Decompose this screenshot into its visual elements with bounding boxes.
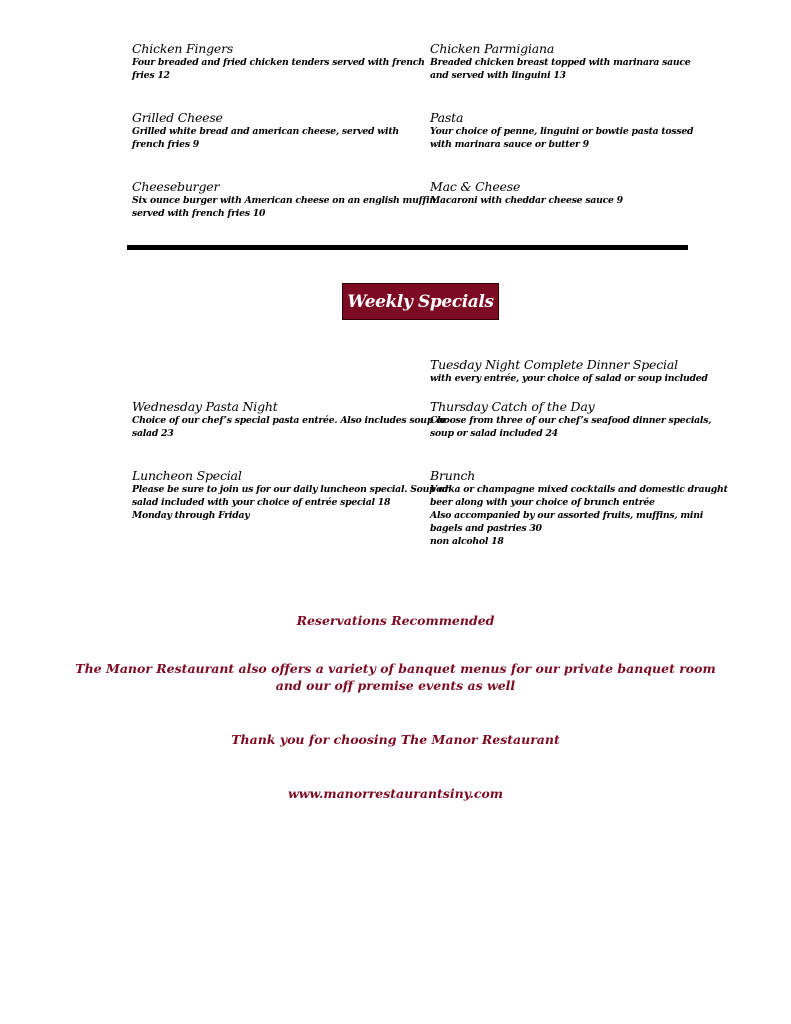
thank-you-note xyxy=(0,731,791,748)
special-name: Thursday Catch of the Day xyxy=(430,399,595,414)
item-description xyxy=(430,194,705,207)
item-description-line: Six ounce burger with American cheese on an english muffin xyxy=(132,195,436,206)
special-description xyxy=(430,414,712,440)
item-name: Mac & Cheese xyxy=(430,179,521,194)
item-name: Cheeseburger xyxy=(132,179,220,194)
item-description-line: french fries 9 xyxy=(132,139,200,150)
thank-you-text: Thank you for choosing The Manor Restaurant xyxy=(231,732,560,747)
special-brunch xyxy=(430,468,728,548)
special-description-line: Please be sure to join us for our daily luncheon special. Soup or xyxy=(132,484,449,495)
reservations-note xyxy=(0,612,791,629)
item-description xyxy=(430,56,705,82)
special-tuesday xyxy=(430,357,730,385)
item-description-line: Macaroni with cheddar cheese sauce 9 xyxy=(430,195,623,206)
special-name: Tuesday Night Complete Dinner Special xyxy=(430,357,678,372)
special-description-line: Vodka or champagne mixed cocktails and domestic draught xyxy=(430,484,728,495)
item-description xyxy=(132,125,407,151)
section-divider xyxy=(127,245,688,250)
item-description xyxy=(132,56,425,82)
special-description xyxy=(132,483,449,522)
special-name: Brunch xyxy=(430,468,476,483)
item-description xyxy=(430,125,705,151)
special-description-line: beer along with your choice of brunch entrée xyxy=(430,497,655,508)
menu-item-chicken-fingers xyxy=(132,41,425,82)
menu-item-pasta xyxy=(430,110,705,151)
special-thursday xyxy=(430,399,712,440)
weekly-specials-banner xyxy=(342,283,499,320)
banquet-line: The Manor Restaurant also offers a variety of banquet menus for our private banquet room xyxy=(75,661,716,676)
special-description-line: Also accompanied by our assorted fruits, muffins, mini xyxy=(430,510,703,521)
item-description-line: Grilled white bread and american cheese, served with xyxy=(132,126,399,137)
special-name: Wednesday Pasta Night xyxy=(132,399,278,414)
banquet-line: and our off premise events as well xyxy=(275,678,516,693)
special-description xyxy=(430,372,730,385)
special-description-line: Monday through Friday xyxy=(132,510,250,521)
item-name: Chicken Parmigiana xyxy=(430,41,555,56)
website-text[interactable]: www.manorrestaurantsiny.com xyxy=(287,786,504,801)
special-description-line: salad included with your choice of entrée special 18 xyxy=(132,497,391,508)
special-description xyxy=(132,414,447,440)
item-name: Chicken Fingers xyxy=(132,41,234,56)
menu-item-grilled-cheese xyxy=(132,110,407,151)
special-description-line: non alcohol 18 xyxy=(430,536,504,547)
special-description-line: salad 23 xyxy=(132,428,174,439)
special-luncheon xyxy=(132,468,449,522)
menu-item-cheeseburger xyxy=(132,179,436,220)
item-description xyxy=(132,194,436,220)
special-description-line: Choice of our chef’s special pasta entrée. Also includes soup or xyxy=(132,415,447,426)
special-wednesday xyxy=(132,399,447,440)
item-description-line: Breaded chicken breast topped with marinara sauce xyxy=(430,57,691,68)
weekly-specials-heading: Weekly Specials xyxy=(347,291,494,312)
reservations-text: Reservations Recommended xyxy=(296,613,495,628)
special-description-line: soup or salad included 24 xyxy=(430,428,558,439)
menu-item-mac-cheese xyxy=(430,179,705,207)
item-name: Grilled Cheese xyxy=(132,110,223,125)
website-link[interactable] xyxy=(0,785,791,802)
item-description-line: with marinara sauce or butter 9 xyxy=(430,139,589,150)
item-description-line: fries 12 xyxy=(132,70,170,81)
item-description-line: served with french fries 10 xyxy=(132,208,266,219)
item-description-line: and served with linguini 13 xyxy=(430,70,566,81)
special-description-line: Choose from three of our chef’s seafood dinner specials, xyxy=(430,415,712,426)
special-description-line: with every entrée, your choice of salad or soup included xyxy=(430,373,708,384)
menu-item-chicken-parmigiana xyxy=(430,41,705,82)
banquet-note xyxy=(0,660,791,694)
item-description-line: Your choice of penne, linguini or bowtie pasta tossed xyxy=(430,126,694,137)
item-description-line: Four breaded and fried chicken tenders served with french xyxy=(132,57,425,68)
special-name: Luncheon Special xyxy=(132,468,242,483)
special-description-line: bagels and pastries 30 xyxy=(430,523,542,534)
item-name: Pasta xyxy=(430,110,464,125)
special-description xyxy=(430,483,728,548)
